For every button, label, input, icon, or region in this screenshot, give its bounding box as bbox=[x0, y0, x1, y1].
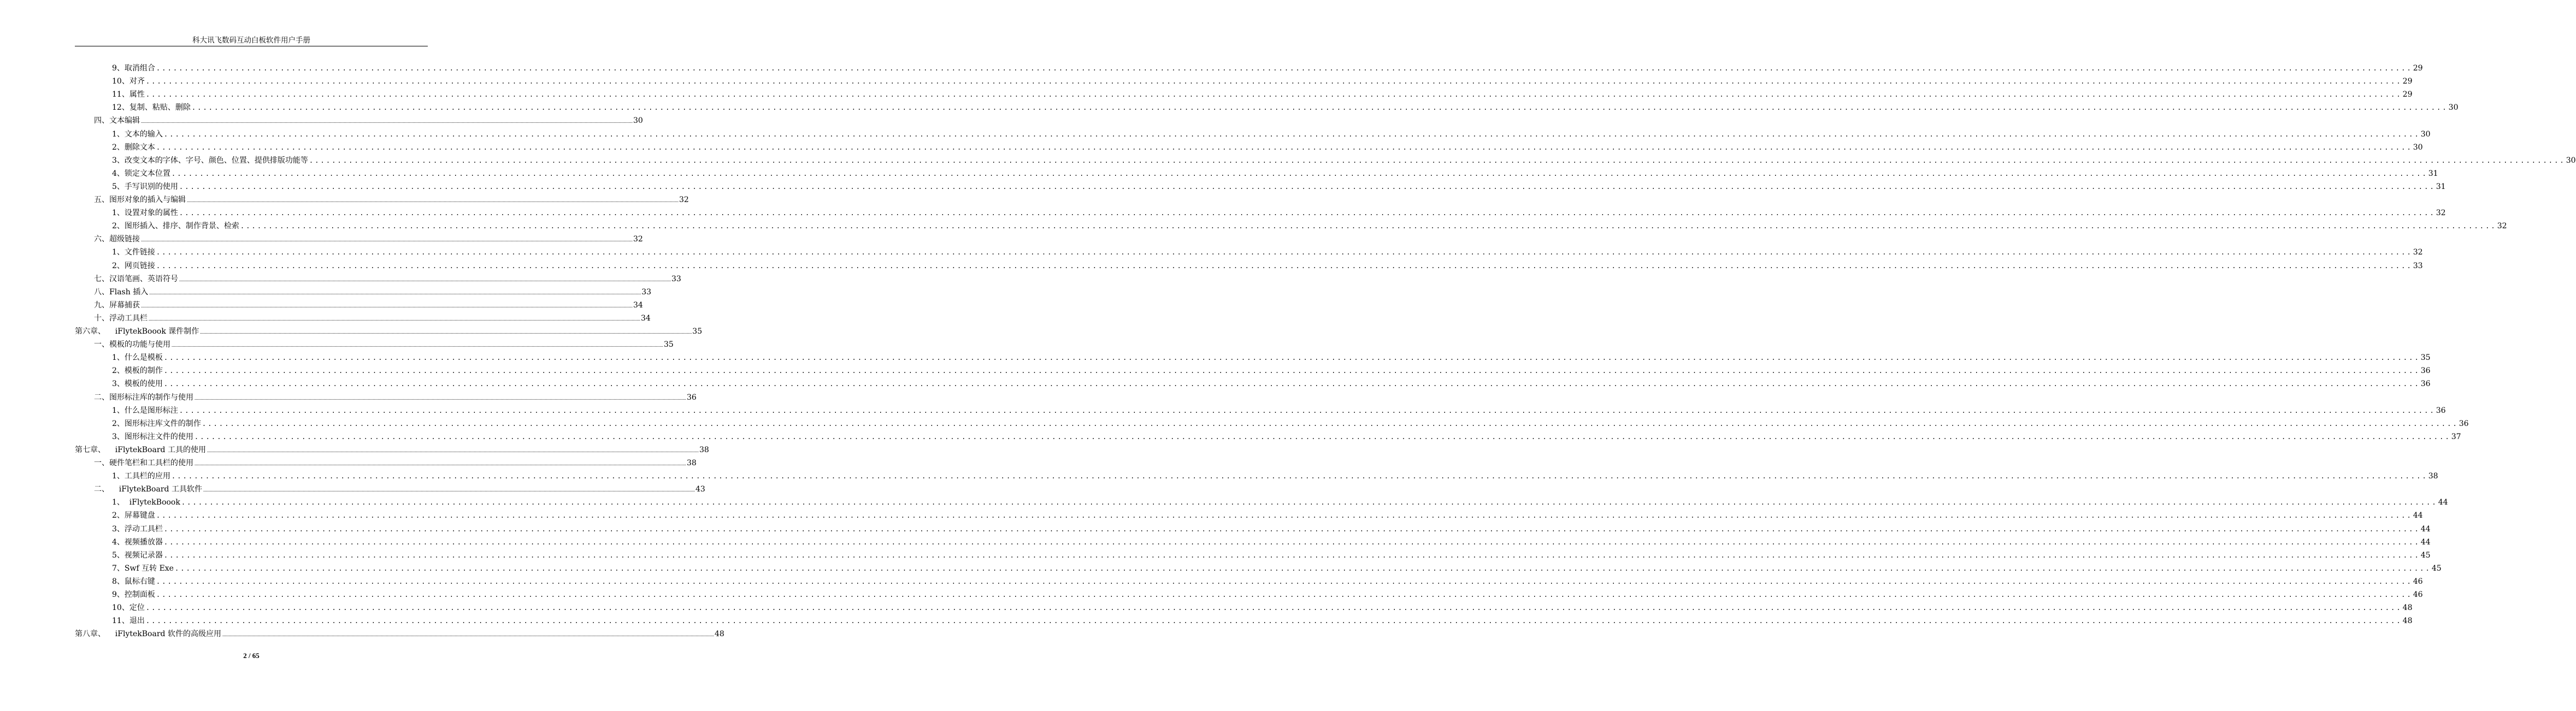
toc-entry-label: 2、屏幕键盘 bbox=[112, 511, 155, 520]
toc-entry-page: 29 bbox=[2402, 90, 2413, 99]
toc-entry-page: 35 bbox=[692, 327, 703, 336]
toc-entry-label: 3、浮动工具栏 bbox=[112, 524, 163, 534]
toc-entry-page: 48 bbox=[2402, 603, 2413, 613]
toc-entry-page: 37 bbox=[2451, 432, 2461, 441]
toc-dot-leader: ................................................................................................................................................................................................................................................................................................................................................................................................................ bbox=[145, 78, 2402, 86]
toc-dot-leader: ................................................................................................................................................................................................................................................................................................................................................................................................................ bbox=[156, 591, 2413, 599]
toc-entry-label: 2、图形标注库文件的制作 bbox=[112, 419, 201, 428]
toc-dot-leader: ................................................................................................................................................................................................................................................................................................................................................................................................................ bbox=[163, 130, 2420, 138]
toc-entry-label: 第七章、 iFlytekBoard 工具的使用 bbox=[75, 445, 206, 454]
toc-entry-label: 5、手写识别的使用 bbox=[112, 182, 178, 191]
toc-entry-label: 11、属性 bbox=[112, 90, 145, 99]
toc-entry[interactable] bbox=[112, 206, 2446, 220]
toc-entry[interactable] bbox=[94, 457, 697, 470]
toc-dot-leader: ................................................................................................................................................................................................................................................................................................................................................................................................................ bbox=[203, 487, 695, 493]
toc-dot-leader: ................................................................................................................................................................................................................................................................................................................................................................................................................ bbox=[163, 525, 2420, 533]
toc-entry[interactable] bbox=[75, 325, 703, 338]
toc-entry[interactable] bbox=[112, 536, 2431, 549]
toc-entry[interactable] bbox=[94, 312, 651, 325]
toc-entry[interactable] bbox=[112, 180, 2446, 193]
toc-entry[interactable] bbox=[112, 417, 2469, 430]
toc-entry[interactable] bbox=[94, 193, 689, 206]
toc-dot-leader: ................................................................................................................................................................................................................................................................................................................................................................................................................ bbox=[207, 447, 699, 453]
toc-entry[interactable] bbox=[112, 75, 2413, 88]
toc-entry-page: 36 bbox=[2459, 419, 2469, 428]
toc-entry-page: 31 bbox=[2436, 182, 2446, 191]
toc-entry-label: 第六章、 iFlytekBoook 课件制作 bbox=[75, 327, 199, 336]
toc-entry-page: 30 bbox=[633, 116, 643, 126]
toc-entry-label: 六、超级链接 bbox=[94, 235, 140, 244]
toc-dot-leader: ................................................................................................................................................................................................................................................................................................................................................................................................................ bbox=[191, 104, 2448, 112]
toc-entry[interactable] bbox=[112, 523, 2431, 536]
toc-entry-label: 五、图形对象的插入与编辑 bbox=[94, 195, 186, 204]
toc-entry-page: 33 bbox=[671, 274, 681, 283]
toc-entry[interactable] bbox=[112, 549, 2431, 562]
toc-entry-page: 34 bbox=[641, 313, 651, 323]
toc-dot-leader: ................................................................................................................................................................................................................................................................................................................................................................................................................ bbox=[171, 169, 2428, 177]
toc-dot-leader: ................................................................................................................................................................................................................................................................................................................................................................................................................ bbox=[141, 118, 633, 125]
toc-entry-page: 48 bbox=[714, 630, 724, 639]
toc-entry[interactable] bbox=[112, 351, 2431, 364]
toc-entry[interactable] bbox=[94, 338, 674, 351]
toc-dot-leader: ................................................................................................................................................................................................................................................................................................................................................................................................................ bbox=[179, 209, 2436, 217]
toc-entry[interactable] bbox=[94, 114, 643, 127]
toc-entry[interactable] bbox=[112, 128, 2431, 141]
toc-entry-label: 12、复制、粘贴、删除 bbox=[112, 103, 191, 112]
toc-dot-leader: ................................................................................................................................................................................................................................................................................................................................................................................................................ bbox=[194, 461, 686, 466]
toc-entry-page: 38 bbox=[699, 445, 709, 454]
toc-dot-leader: ................................................................................................................................................................................................................................................................................................................................................................................................................ bbox=[163, 551, 2420, 559]
toc-dot-leader: ................................................................................................................................................................................................................................................................................................................................................................................................................ bbox=[163, 380, 2420, 388]
toc-entry-label: 十、浮动工具栏 bbox=[94, 313, 148, 323]
toc-entry-label: 11、退出 bbox=[112, 617, 145, 626]
toc-entry-page: 36 bbox=[687, 393, 697, 402]
toc-entry[interactable] bbox=[94, 286, 652, 299]
toc-dot-leader: ................................................................................................................................................................................................................................................................................................................................................................................................................ bbox=[172, 342, 663, 348]
toc-entry-label: 4、视频播放器 bbox=[112, 537, 163, 547]
toc-dot-leader: ................................................................................................................................................................................................................................................................................................................................................................................................................ bbox=[171, 472, 2428, 481]
toc-entry-label: 1、什么是图形标注 bbox=[112, 406, 178, 415]
toc-entry-page: 46 bbox=[2413, 590, 2423, 599]
toc-entry-page: 36 bbox=[2420, 366, 2431, 376]
toc-dot-leader: ................................................................................................................................................................................................................................................................................................................................................................................................................ bbox=[179, 182, 2436, 191]
toc-entry[interactable] bbox=[112, 246, 2423, 259]
page-number: 2 / 65 bbox=[243, 651, 260, 660]
toc-entry[interactable] bbox=[112, 509, 2423, 522]
toc-entry-label: 1、什么是模板 bbox=[112, 353, 163, 363]
toc-entry-label: 3、模板的使用 bbox=[112, 380, 163, 389]
toc-entry[interactable] bbox=[112, 562, 2442, 575]
toc-entry[interactable] bbox=[112, 377, 2431, 390]
toc-entry-label: 4、锁定文本位置 bbox=[112, 169, 170, 178]
toc-entry-label: 九、屏幕捕获 bbox=[94, 300, 140, 310]
toc-entry[interactable] bbox=[112, 404, 2446, 417]
toc-entry-label: 1、文件链接 bbox=[112, 248, 155, 257]
toc-entry-page: 36 bbox=[2436, 406, 2446, 415]
toc-entry-page: 32 bbox=[2436, 209, 2446, 218]
toc-entry-page: 36 bbox=[2420, 380, 2431, 389]
toc-entry-page: 32 bbox=[2497, 222, 2507, 231]
toc-entry-page: 30 bbox=[2413, 143, 2423, 152]
toc-entry-label: 二、 iFlytekBoard 工具软件 bbox=[94, 485, 202, 494]
toc-entry-label: 二、图形标注库的制作与使用 bbox=[94, 393, 193, 402]
toc-dot-leader: ................................................................................................................................................................................................................................................................................................................................................................................................................ bbox=[156, 577, 2413, 585]
toc-entry-label: 8、鼠标右键 bbox=[112, 577, 155, 586]
toc-entry[interactable] bbox=[94, 233, 643, 246]
toc-entry-page: 44 bbox=[2420, 524, 2431, 534]
toc-entry[interactable] bbox=[112, 496, 2448, 509]
toc-entry[interactable] bbox=[112, 614, 2413, 627]
toc-entry-page: 33 bbox=[2413, 261, 2423, 270]
toc-entry-page: 30 bbox=[2448, 103, 2459, 112]
toc-entry-page: 45 bbox=[2420, 550, 2431, 560]
toc-entry-page: 45 bbox=[2431, 564, 2442, 573]
toc-entry-label: 1、工具栏的应用 bbox=[112, 472, 170, 481]
running-header: 科大讯飞数码互动白板软件用户手册 bbox=[192, 36, 310, 45]
toc-dot-leader: ................................................................................................................................................................................................................................................................................................................................................................................................................ bbox=[309, 156, 2566, 164]
toc-entry[interactable] bbox=[75, 627, 724, 641]
toc-entry-label: 10、定位 bbox=[112, 603, 145, 613]
toc-entry-page: 32 bbox=[2413, 248, 2423, 257]
toc-entry-label: 1、文本的输入 bbox=[112, 129, 163, 139]
toc-entry-page: 29 bbox=[2402, 77, 2413, 86]
toc-entry-page: 32 bbox=[679, 195, 689, 204]
toc-entry-label: 一、模板的功能与使用 bbox=[94, 340, 170, 349]
toc-entry-label: 2、图形插入、排序、制作背景、检索 bbox=[112, 222, 239, 231]
toc-dot-leader: ................................................................................................................................................................................................................................................................................................................................................................................................................ bbox=[145, 91, 2402, 99]
toc-entry-page: 44 bbox=[2420, 537, 2431, 547]
toc-entry-page: 46 bbox=[2413, 577, 2423, 586]
toc-entry-label: 9、控制面板 bbox=[112, 590, 155, 599]
toc-entry[interactable] bbox=[75, 443, 709, 457]
toc-entry[interactable] bbox=[112, 154, 2576, 167]
toc-entry[interactable] bbox=[112, 88, 2413, 101]
toc-entry-page: 44 bbox=[2438, 498, 2448, 507]
toc-entry-page: 31 bbox=[2428, 169, 2438, 178]
toc-entry-page: 44 bbox=[2413, 511, 2423, 520]
toc-entry-label: 第八章、 iFlytekBoard 软件的高级应用 bbox=[75, 630, 221, 639]
toc-entry[interactable] bbox=[94, 299, 643, 312]
toc-dot-leader: ................................................................................................................................................................................................................................................................................................................................................................................................................ bbox=[174, 564, 2431, 572]
toc-entry-label: 2、网页链接 bbox=[112, 261, 155, 270]
toc-entry[interactable] bbox=[112, 430, 2461, 443]
toc-entry-page: 35 bbox=[2420, 353, 2431, 363]
toc-dot-leader: ................................................................................................................................................................................................................................................................................................................................................................................................................ bbox=[156, 143, 2413, 151]
toc-dot-leader: ................................................................................................................................................................................................................................................................................................................................................................................................................ bbox=[194, 432, 2451, 441]
toc-entry[interactable] bbox=[112, 364, 2431, 377]
toc-entry-label: 2、模板的制作 bbox=[112, 366, 163, 376]
toc-dot-leader: ................................................................................................................................................................................................................................................................................................................................................................................................................ bbox=[149, 316, 640, 322]
toc-dot-leader: ................................................................................................................................................................................................................................................................................................................................................................................................................ bbox=[145, 604, 2402, 612]
toc-dot-leader: ................................................................................................................................................................................................................................................................................................................................................................................................................ bbox=[240, 222, 2497, 230]
toc-entry-label: 3、图形标注文件的使用 bbox=[112, 432, 193, 441]
toc-dot-leader: ................................................................................................................................................................................................................................................................................................................................................................................................................ bbox=[156, 64, 2413, 72]
toc-dot-leader: ................................................................................................................................................................................................................................................................................................................................................................................................................ bbox=[222, 632, 714, 638]
toc-dot-leader: ................................................................................................................................................................................................................................................................................................................................................................................................................ bbox=[194, 395, 686, 401]
toc-entry-label: 1、 iFlytekBoook bbox=[112, 498, 180, 507]
toc-entry-label: 10、对齐 bbox=[112, 77, 145, 86]
toc-entry[interactable] bbox=[112, 259, 2423, 272]
toc-entry-page: 35 bbox=[664, 340, 674, 349]
toc-entry[interactable] bbox=[94, 483, 705, 496]
toc-entry-page: 29 bbox=[2413, 64, 2423, 73]
toc-entry-page: 33 bbox=[641, 287, 652, 297]
toc-dot-leader: ................................................................................................................................................................................................................................................................................................................................................................................................................ bbox=[163, 367, 2420, 375]
toc-dot-leader: ................................................................................................................................................................................................................................................................................................................................................................................................................ bbox=[149, 289, 641, 295]
toc-dot-leader: ................................................................................................................................................................................................................................................................................................................................................................................................................ bbox=[200, 329, 692, 335]
toc-dot-leader: ................................................................................................................................................................................................................................................................................................................................................................................................................ bbox=[202, 419, 2459, 428]
toc-entry-label: 一、硬件笔栏和工具栏的使用 bbox=[94, 459, 193, 467]
toc-entry[interactable] bbox=[112, 601, 2413, 614]
toc-dot-leader: ................................................................................................................................................................................................................................................................................................................................................................................................................ bbox=[156, 262, 2413, 270]
toc-dot-leader: ................................................................................................................................................................................................................................................................................................................................................................................................................ bbox=[163, 354, 2420, 362]
toc-dot-leader: ................................................................................................................................................................................................................................................................................................................................................................................................................ bbox=[179, 276, 671, 282]
toc-entry[interactable] bbox=[112, 588, 2423, 601]
toc-entry-page: 38 bbox=[687, 459, 697, 467]
toc-entry-label: 3、改变文本的字体、字号、颜色、位置、提供排版功能等 bbox=[112, 156, 308, 165]
toc-dot-leader: ................................................................................................................................................................................................................................................................................................................................................................................................................ bbox=[156, 512, 2413, 520]
toc-dot-leader: ................................................................................................................................................................................................................................................................................................................................................................................................................ bbox=[181, 499, 2438, 507]
toc-entry-label: 七、汉语笔画、英语符号 bbox=[94, 274, 178, 283]
toc-entry[interactable] bbox=[112, 470, 2438, 483]
toc-dot-leader: ................................................................................................................................................................................................................................................................................................................................................................................................................ bbox=[163, 538, 2420, 546]
toc-entry-page: 30 bbox=[2566, 156, 2576, 165]
toc-dot-leader: ................................................................................................................................................................................................................................................................................................................................................................................................................ bbox=[187, 198, 679, 203]
toc-entry-page: 32 bbox=[633, 235, 643, 244]
toc-entry[interactable] bbox=[112, 220, 2507, 233]
toc-entry[interactable] bbox=[112, 141, 2423, 154]
toc-dot-leader: ................................................................................................................................................................................................................................................................................................................................................................................................................ bbox=[156, 248, 2413, 257]
toc-entry-label: 四、文本编辑 bbox=[94, 116, 140, 126]
toc-entry[interactable] bbox=[112, 575, 2423, 588]
toc-entry-page: 43 bbox=[695, 485, 705, 494]
toc-entry-page: 34 bbox=[633, 300, 643, 310]
toc-entry[interactable] bbox=[94, 272, 681, 286]
toc-entry-label: 2、删除文本 bbox=[112, 143, 155, 152]
toc-entry-label: 9、取消组合 bbox=[112, 64, 155, 73]
toc-entry[interactable] bbox=[112, 62, 2423, 75]
toc-dot-leader: ................................................................................................................................................................................................................................................................................................................................................................................................................ bbox=[141, 303, 633, 309]
toc-entry-page: 38 bbox=[2428, 472, 2438, 481]
toc-dot-leader: ................................................................................................................................................................................................................................................................................................................................................................................................................ bbox=[141, 237, 633, 243]
toc-entry[interactable] bbox=[94, 391, 697, 404]
toc-entry-page: 30 bbox=[2420, 129, 2431, 139]
toc-entry-page: 48 bbox=[2402, 617, 2413, 626]
toc-dot-leader: ................................................................................................................................................................................................................................................................................................................................................................................................................ bbox=[145, 617, 2402, 625]
toc-entry-label: 7、Swf 互转 Exe bbox=[112, 564, 174, 573]
toc-entry[interactable] bbox=[112, 101, 2459, 114]
toc-entry-label: 1、设置对象的属性 bbox=[112, 209, 178, 218]
toc-dot-leader: ................................................................................................................................................................................................................................................................................................................................................................................................................ bbox=[179, 406, 2436, 414]
toc-entry-label: 5、视频记录器 bbox=[112, 550, 163, 560]
toc-entry-label: 八、Flash 插入 bbox=[94, 287, 149, 297]
toc-entry[interactable] bbox=[112, 167, 2438, 180]
